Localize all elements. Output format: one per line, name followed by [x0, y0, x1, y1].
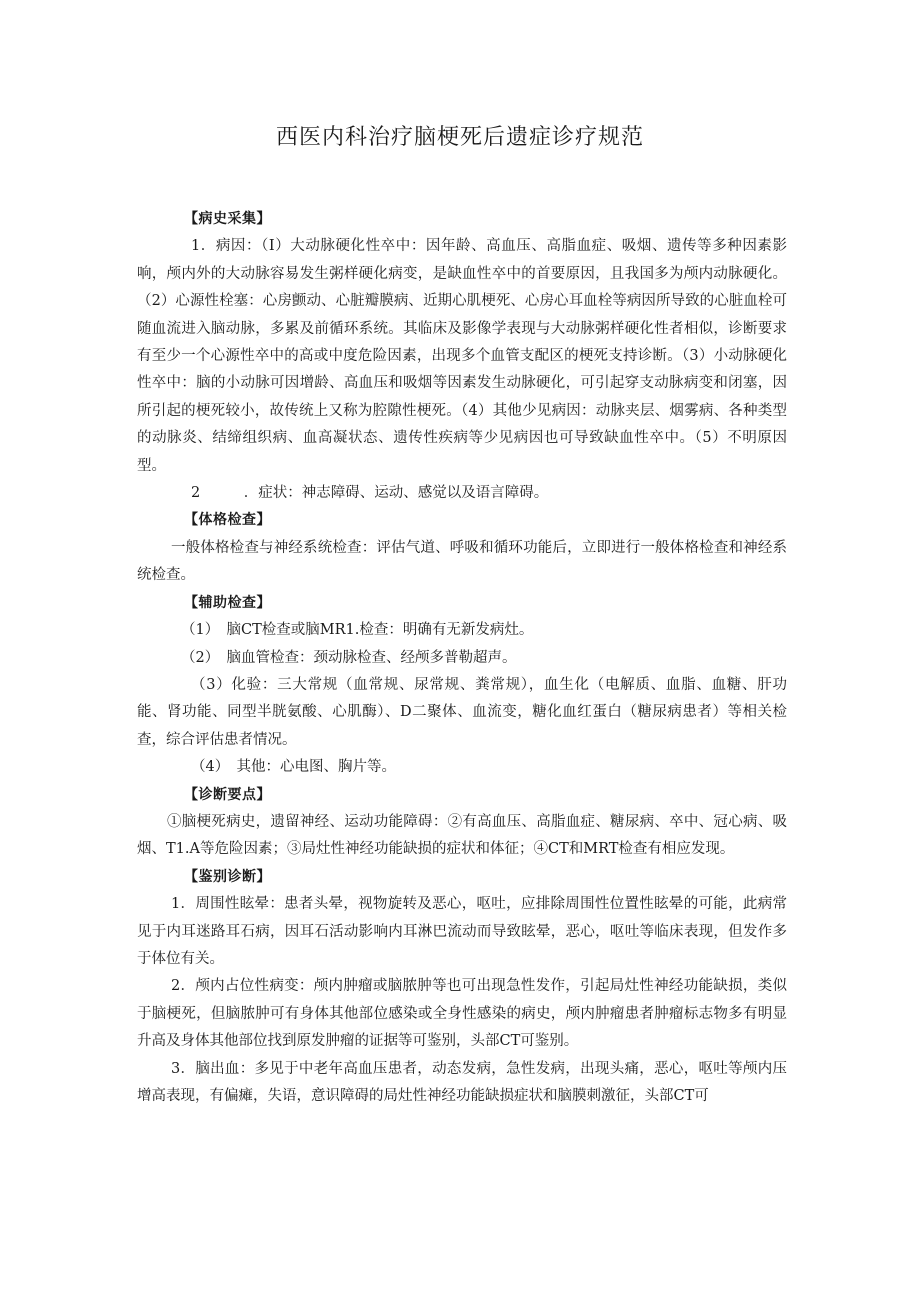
- paragraph-symptoms: 2 ．症状：神志障碍、运动、感觉以及语言障碍。: [191, 485, 549, 502]
- paragraph-diff-space-occupying: 2．颅内占位性病变：颅内肿瘤或脑脓肿等也可出现急性发作，引起局灶性神经功能缺损，类似于脑梗死，但脑脓肿可有身体其他部位感染或全身性感染的病史，颅内肿瘤患者肿瘤标志物多有明显升高及身体其他部位找到原发肿瘤的证据等可鉴别，头部CT可鉴别。: [137, 978, 787, 1050]
- paragraph-aux-ct: （1） 脑CT检查或脑MR1.检查：明确有无新发病灶。: [181, 622, 534, 639]
- paragraph-diagnosis: ①脑梗死病史，遗留神经、运动功能障碍：②有高血压、高脂血症、糖尿病、卒中、冠心病、吸烟、T1.A等危险因素；③局灶性神经功能缺损的症状和体征；④CT和MRT检查有相应发现。: [137, 813, 787, 858]
- section-heading-diagnosis: 【诊断要点】: [184, 786, 271, 803]
- document-title: 西医内科治疗脑梗死后遗症诊疗规范: [275, 125, 644, 150]
- section-heading-differential: 【鉴别诊断】: [184, 868, 271, 885]
- paragraph-diff-vertigo: 1．周围性眩晕：患者头晕，视物旋转及恶心，呕吐，应排除周围性位置性眩晕的可能，此病常见于内耳迷路耳石病，因耳石活动影响内耳淋巴流动而导致眩晕，恶心，呕吐等临床表现，但发作多于体位有关。: [137, 896, 787, 967]
- paragraph-etiology: 1．病因：（I）大动脉硬化性卒中：因年龄、高血压、高脂血症、吸烟、遗传等多种因素影响，颅内外的大动脉容易发生粥样硬化病变，是缺血性卒中的首要原因，且我国多为颅内动脉硬化。（2）心源性栓塞：心房颤动、心脏瓣膜病、近期心肌梗死、心房心耳血栓等病因所导致的心脏血栓可随血流进入脑动脉，多累及前循环系统。其临床及影像学表现与大动脉粥样硬化性者相似，诊断要求有至少一个心源性卒中的高或中度危险因素，出现多个血管支配区的梗死支持诊断。（3）小动脉硬化性卒中：脑的小动脉可因增龄、高血压和吸烟等因素发生动脉硬化，可引起穿支动脉病变和闭塞，因所引起的梗死较小，故传统上又称为腔隙性梗死。（4）其他少见病因：动脉夹层、烟雾病、各种类型的动脉炎、结缔组织病、血高凝状态、遗传性疾病等少见病因也可导致缺血性卒中。（5）不明原因型。: [137, 238, 787, 474]
- section-heading-physical-exam: 【体格检查】: [184, 512, 271, 529]
- paragraph-aux-other: （4） 其他：心电图、胸片等。: [191, 759, 396, 776]
- paragraph-physical-exam: 一般体格检查与神经系统检查：评估气道、呼吸和循环功能后，立即进行一般体格检查和神经系统检查。: [137, 539, 787, 584]
- paragraph-diff-hemorrhage: 3．脑出血：多见于中老年高血压患者，动态发病，急性发病，出现头痛，恶心，呕吐等颅内压增高表现，有偏瘫，失语，意识障碍的局灶性神经功能缺损症状和脑膜刺激征，头部CT可: [137, 1060, 787, 1104]
- paragraph-aux-vascular: （2） 脑血管检查：颈动脉检查、经颅多普勒超声。: [181, 649, 517, 666]
- section-heading-auxiliary-exam: 【辅助检查】: [184, 594, 271, 611]
- document-body: [137, 206, 787, 1110]
- section-heading-history: 【病史采集】: [184, 211, 271, 227]
- paragraph-aux-lab: （3）化验：三大常规（血常规、尿常规、粪常规），血生化（电解质、血脂、血糖、肝功能、肾功能、同型半胱氨酸、心肌酶）、D二聚体、血流变，糖化血红蛋白（糖尿病患者）等相关检查，综合评估患者情况。: [137, 676, 787, 748]
